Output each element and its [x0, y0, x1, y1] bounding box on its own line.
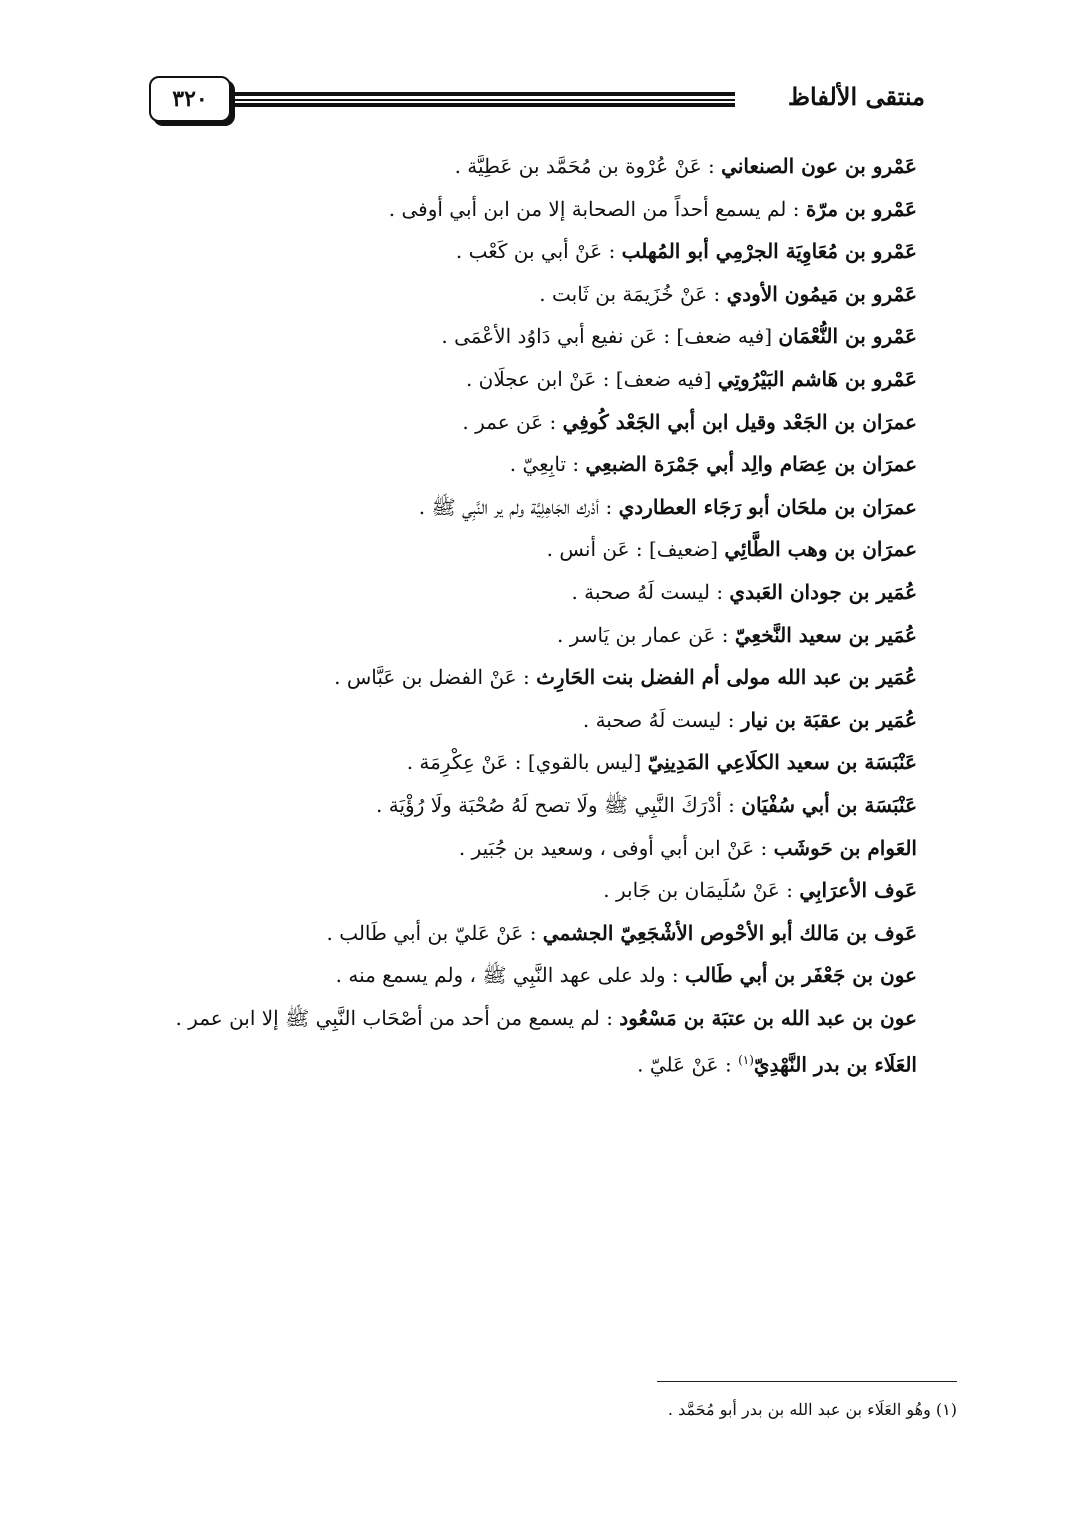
entry-text: : عَن عمار بن يَاسر .	[557, 622, 735, 647]
entry	[117, 528, 917, 571]
header-rule-thick-bottom	[213, 103, 735, 107]
entry-text: : عَنْ الفضل بن عَبَّاس .	[334, 665, 537, 690]
entry	[117, 954, 917, 997]
entry-name: العَلَاء بن بدر النَّهْدِيّ	[753, 1053, 917, 1078]
footnote-divider	[657, 1381, 957, 1382]
entry	[117, 571, 917, 614]
entry-name: عُمَير بن عقبَة بن نيار	[740, 707, 917, 732]
header-rule-thick-top	[213, 92, 735, 96]
entry	[117, 784, 917, 827]
entry	[117, 315, 917, 358]
page-number: ٣٢٠	[172, 86, 208, 112]
header-rule	[213, 92, 735, 106]
entry-name: عمرَان بن عِصَام والِد أبي جَمْرَة الضبعِي	[585, 452, 917, 477]
entry-name: عَمْرو بن النُّعْمَان	[778, 324, 917, 349]
entry-text: : عَنْ ابن أبي أوفى ، وسعيد بن جُبَير .	[458, 835, 774, 860]
entry-text: : لم يسمع أحداً من الصحابة إلا من ابن أبي أوفى .	[388, 196, 806, 221]
entry-text: : تابِعِيّ .	[509, 452, 586, 477]
footnote: (١) وهُو العَلَاء بن عبد الله بن بدر أبو مُحَمَّد .	[667, 1400, 957, 1419]
entry	[117, 656, 917, 699]
entry-text: : ليست لَهُ صحبة .	[571, 579, 730, 604]
header-rule-thin	[213, 99, 735, 101]
entry	[117, 699, 917, 742]
entry-text: : عَنْ عُرْوة بن مُحَمَّد بن عَطِيَّة .	[454, 154, 722, 178]
entry-text: : عَنْ خُزَيمَة بن ثَابت .	[539, 281, 727, 306]
entry	[117, 188, 917, 231]
entry	[117, 273, 917, 316]
entry-name: عَمْرو بن هَاشم البَيْرُوتِي	[717, 366, 917, 391]
footnote-marker: (١)	[738, 1053, 754, 1068]
entry-name: العَوام بن حَوشَب	[773, 835, 917, 860]
book-title: منتقى الألفاظ	[787, 82, 925, 111]
entry	[117, 358, 917, 401]
entry-text: : لم يسمع من أحد من أصْحَاب النَّبِي ﷺ إلا ابن عمر .	[175, 1005, 620, 1030]
entry-name: عَوف الأعرَابِي	[799, 878, 917, 903]
entry	[117, 401, 917, 444]
entry	[117, 614, 917, 657]
entry-text: : ولد على عهد النَّبِي ﷺ ، ولم يسمع منه .	[335, 963, 685, 988]
entry-name: عَنْبَسَة بن سعيد الكلَاعِي المَدِينِيّ	[647, 750, 917, 775]
entry-name: عَنْبَسَة بن أبي سُفْيَان	[741, 792, 917, 817]
entry-name: عَمْرو بن مُعَاوِيَة الجرْمِي أبو المُهلب	[621, 239, 917, 264]
entry	[117, 997, 917, 1040]
page-header	[95, 72, 925, 128]
entry	[117, 486, 917, 529]
entry-text: : ليست لَهُ صحبة .	[582, 707, 741, 732]
entry-name: عمرَان بن الجَعْد وقيل ابن أبي الجَعْد كُوفِي	[562, 409, 917, 434]
entry-text: [ضعيف] : عَن أنس .	[546, 537, 725, 562]
entry-text: [فيه ضعف] : عَنْ ابن عجلَان .	[465, 366, 718, 391]
entry-name: عَوف بن مَالك أبو الأحْوص الأشْجَعِيّ الجشمي	[542, 920, 917, 945]
entry	[117, 912, 917, 955]
entry	[117, 145, 917, 188]
entry-name: عمرَان بن وهب الطَّائِي	[724, 537, 917, 562]
entry-name: عمرَان بن ملحَان أبو رَجَاء العطاردي	[618, 494, 917, 519]
entry-name: عَمْرو بن مرّة	[805, 196, 917, 221]
entry	[117, 741, 917, 784]
entry	[117, 827, 917, 870]
entry-name: عون بن جَعْفَر بن أبي طَالب	[684, 963, 917, 988]
entry-name: عُمَير بن سعيد النَّخعِيّ	[734, 622, 917, 647]
entry-text: : عَنْ أبي بن كَعْب .	[455, 239, 622, 264]
entry-text: : عَنْ سُلَيمَان بن جَابر .	[603, 878, 800, 903]
entry-text: : عَنْ عَليّ بن أبي طَالب .	[326, 920, 543, 945]
entry	[117, 869, 917, 912]
entry-text: : أدْرك الجَاهِلِيَّة ولم ير النَّبِي ﷺ .	[418, 494, 619, 519]
entry-text: : عَن عمر .	[462, 409, 563, 434]
entry-name: عُمَير بن عبد الله مولى أم الفضل بنت الحَارِث	[536, 665, 917, 690]
entry	[117, 443, 917, 486]
entry-name: عَمْرو بن عون الصنعاني	[721, 154, 917, 178]
entry-text: [فيه ضعف] : عَن نفيع أبي دَاوُد الأعْمَى .	[441, 324, 779, 349]
entry-name: عَمْرو بن مَيمُون الأودي	[726, 281, 917, 306]
entries-list	[117, 145, 917, 1082]
page-number-box	[149, 76, 231, 122]
entry-text: [ليس بالقوي] : عَنْ عِكْرِمَة .	[406, 750, 648, 775]
entry-name: عُمَير بن جودان العَبدي	[729, 579, 917, 604]
entry	[117, 1039, 917, 1082]
entry-text: : أدْرَكَ النَّبِي ﷺ ولَا تصح لَهُ صُحْبَة ولَا رُؤْيَة .	[376, 792, 742, 817]
entry	[117, 230, 917, 273]
entry-text: : عَنْ عَليّ .	[637, 1053, 739, 1078]
entry-name: عون بن عبد الله بن عتبَة بن مَسْعُود	[619, 1005, 917, 1030]
